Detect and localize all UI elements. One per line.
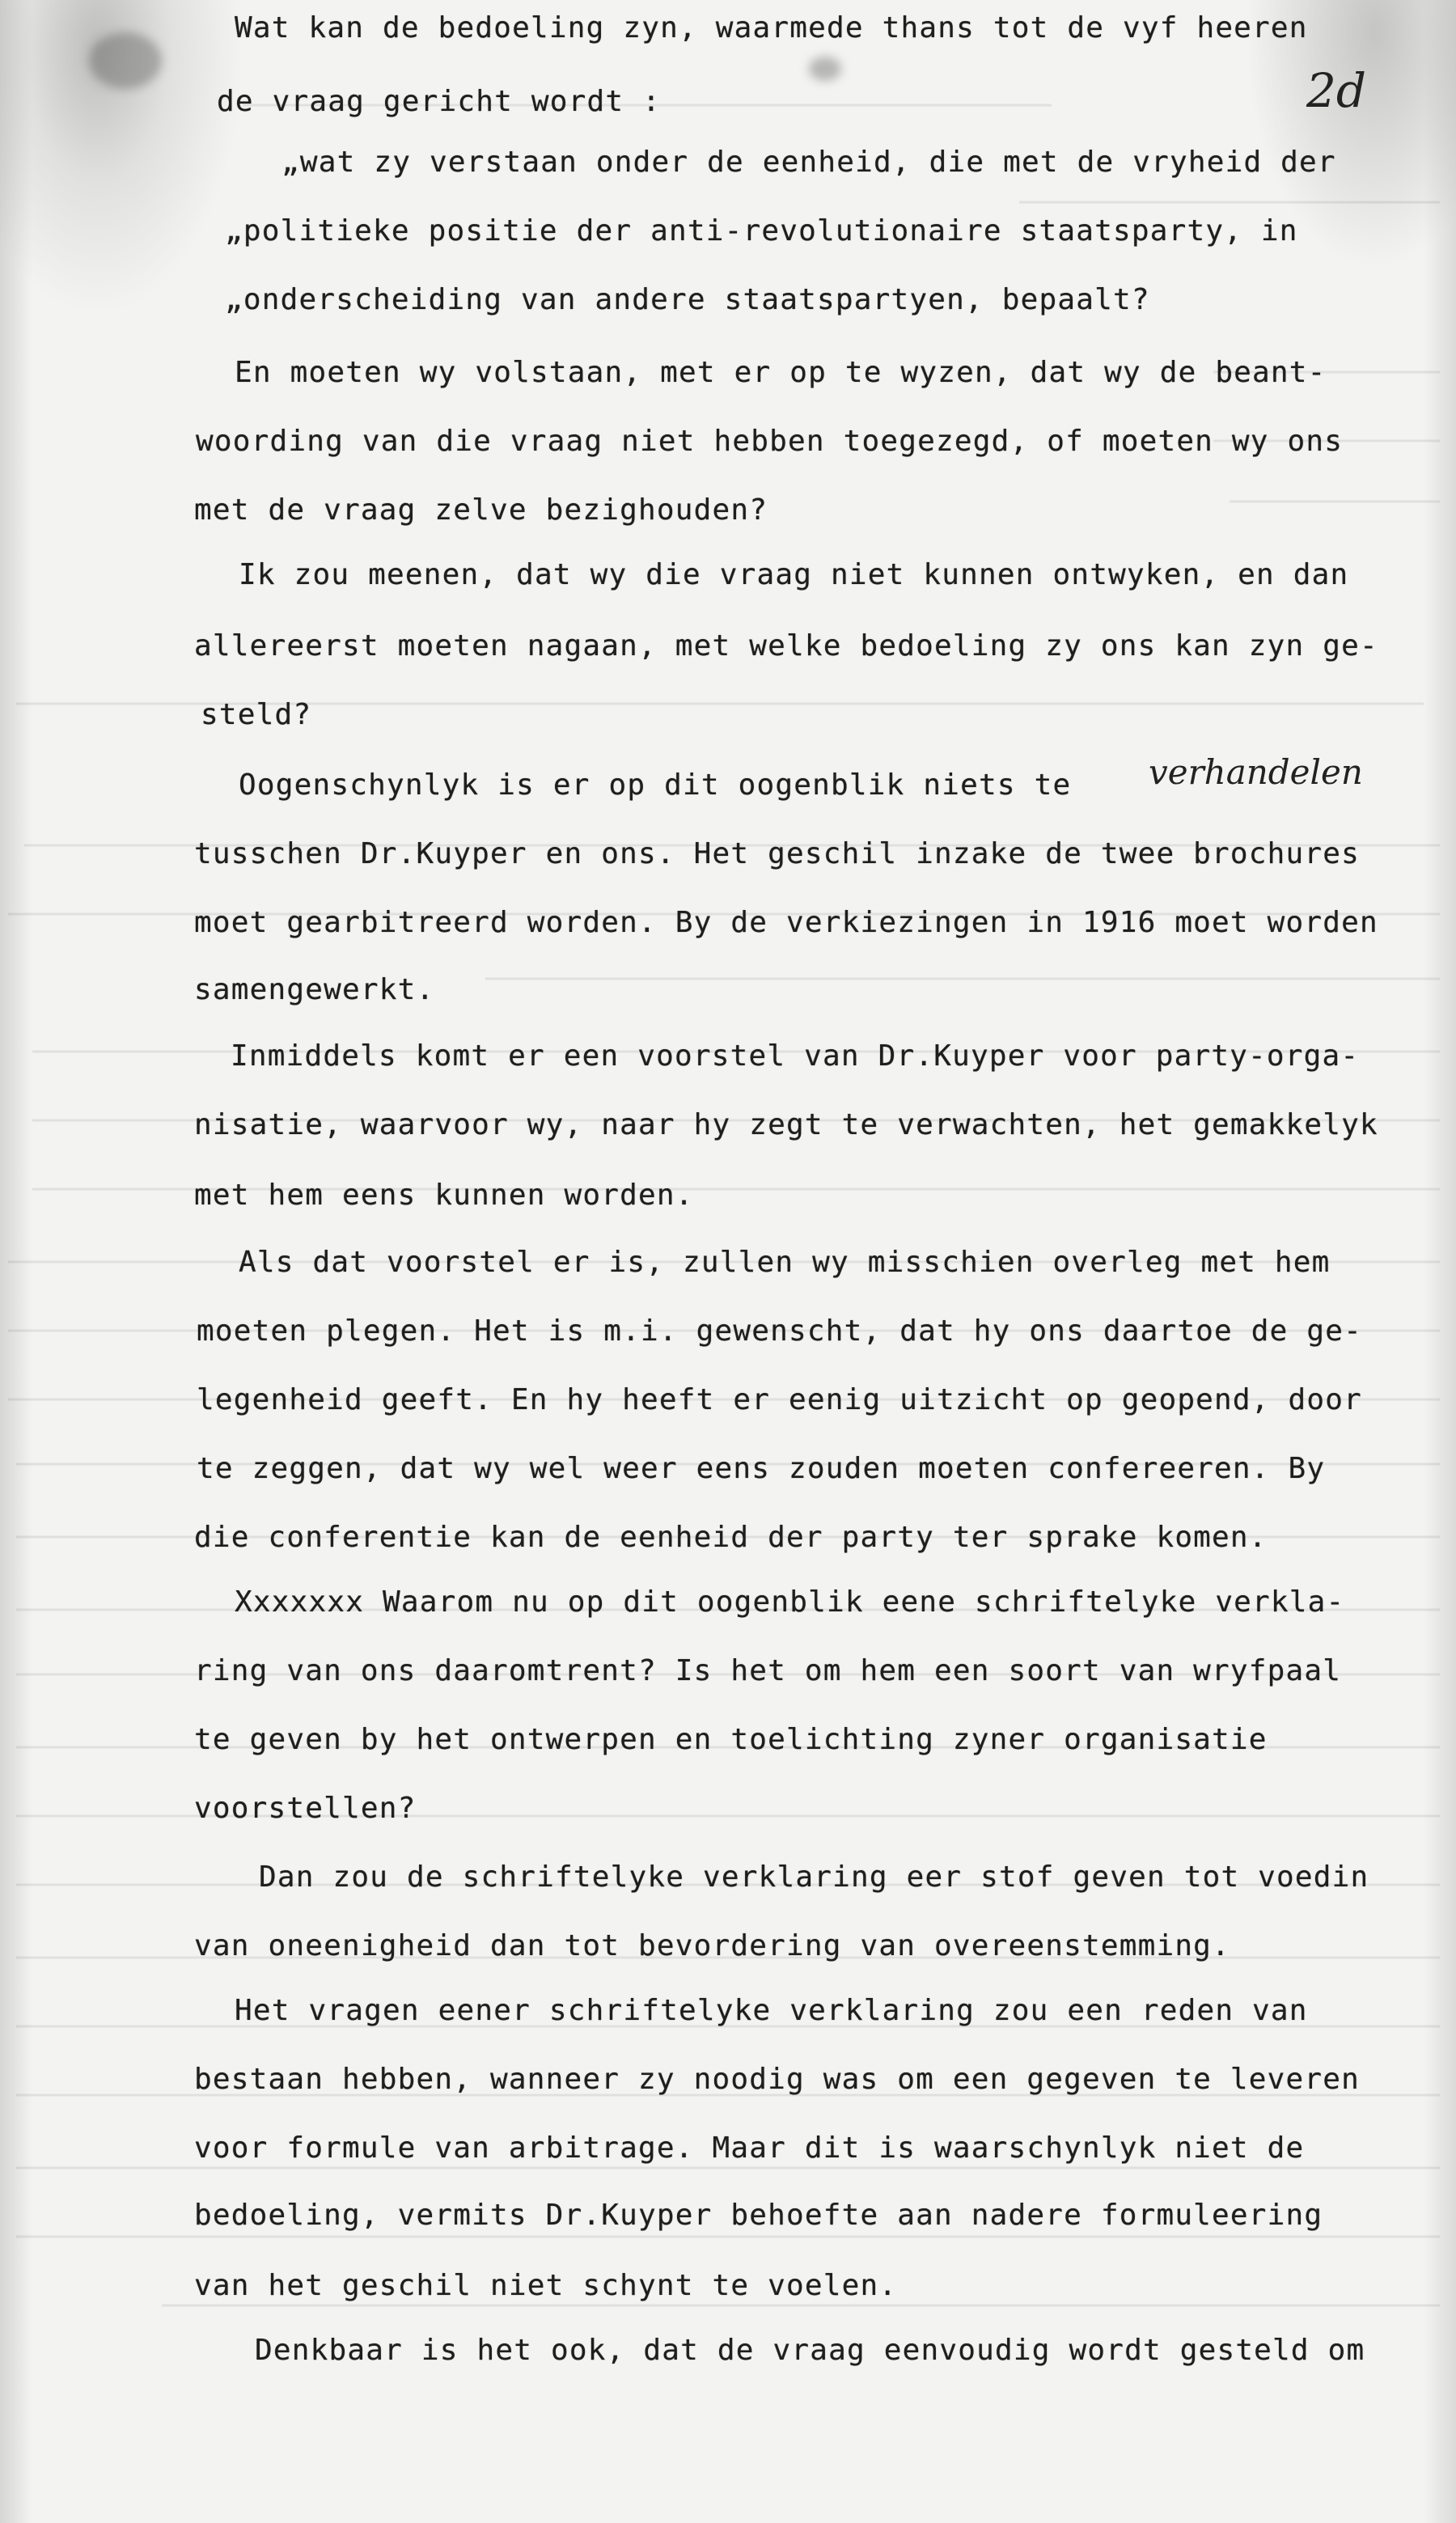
text-line: „wat zy verstaan onder de eenheid, die met de vryheid der — [281, 146, 1336, 179]
text-line: tusschen Dr.Kuyper en ons. Het geschil inzake de twee brochures — [194, 837, 1361, 870]
text-line: bedoeling, vermits Dr.Kuyper behoefte aan nadere formuleering — [194, 2199, 1323, 2232]
text-line: Wat kan de bedoeling zyn, waarmede thans tot de vyf heeren — [235, 11, 1308, 44]
text-line: voorstellen? — [194, 1792, 417, 1825]
text-line: nisatie, waarvoor wy, naar hy zegt te verwachten, het gemakkelyk — [194, 1108, 1378, 1141]
text-line: bestaan hebben, wanneer zy noodig was om een gegeven te leveren — [194, 2063, 1361, 2096]
text-line: Dan zou de schriftelyke verklaring eer stof geven tot voedin — [259, 1861, 1369, 1894]
text-line: moeten plegen. Het is m.i. gewenscht, dat hy ons daartoe de ge- — [197, 1314, 1363, 1348]
text-line: woording van die vraag niet hebben toegezegd, of moeten wy ons — [196, 425, 1344, 458]
text-line: Oogenschynlyk is er op dit oogenblik niets te — [239, 768, 1072, 802]
text-line: En moeten wy volstaan, met er op te wyzen, dat wy de beant- — [235, 356, 1327, 389]
ink-smudge — [809, 57, 841, 81]
text-line: voor formule van arbitrage. Maar dit is waarschynlyk niet de — [194, 2131, 1305, 2165]
text-line: allereerst moeten nagaan, met welke bedoeling zy ons kan zyn ge- — [194, 629, 1378, 662]
text-line: „politieke positie der anti-revolutionaire staatsparty, in — [225, 214, 1298, 248]
text-line: „onderscheiding van andere staatspartyen, bepaalt? — [225, 283, 1150, 316]
text-line: samengewerkt. — [194, 973, 435, 1006]
text-line: van oneenigheid dan tot bevordering van overeenstemming. — [194, 1929, 1230, 1962]
text-line: Ik zou meenen, dat wy die vraag niet kunnen ontwyken, en dan — [239, 558, 1349, 591]
text-line: met de vraag zelve bezighouden? — [194, 493, 768, 527]
text-line: legenheid geeft. En hy heeft er eenig uitzicht op geopend, door — [197, 1383, 1363, 1416]
text-line: moet gearbitreerd worden. By de verkiezingen in 1916 moet worden — [194, 906, 1378, 939]
ink-smudge — [89, 32, 162, 89]
page-number-marker: 2d — [1306, 63, 1367, 118]
text-line: van het geschil niet schynt te voelen. — [194, 2269, 898, 2302]
text-line: steld? — [201, 698, 312, 731]
text-line: Als dat voorstel er is, zullen wy misschien overleg met hem — [239, 1246, 1331, 1279]
text-line: Denkbaar is het ook, dat de vraag eenvoudig wordt gesteld om — [255, 2334, 1365, 2367]
text-line: de vraag gericht wordt : — [217, 85, 661, 118]
text-line: Het vragen eener schriftelyke verklaring zou een reden van — [235, 1994, 1308, 2027]
text-line: Xxxxxxx Waarom nu op dit oogenblik eene schriftelyke verkla- — [235, 1585, 1345, 1619]
text-line: Inmiddels komt er een voorstel van Dr.Kuyper voor party-orga- — [231, 1039, 1360, 1073]
text-line: te geven by het ontwerpen en toelichting zyner organisatie — [194, 1723, 1268, 1756]
text-line: die conferentie kan de eenheid der party ter sprake komen. — [194, 1521, 1268, 1554]
text-line: met hem eens kunnen worden. — [194, 1179, 694, 1212]
text-line: te zeggen, dat wy wel weer eens zouden moeten confereeren. By — [197, 1452, 1326, 1485]
text-line: ring van ons daaromtrent? Is het om hem een soort van wryfpaal — [194, 1654, 1342, 1687]
handwritten-correction: verhandelen — [1149, 752, 1363, 792]
